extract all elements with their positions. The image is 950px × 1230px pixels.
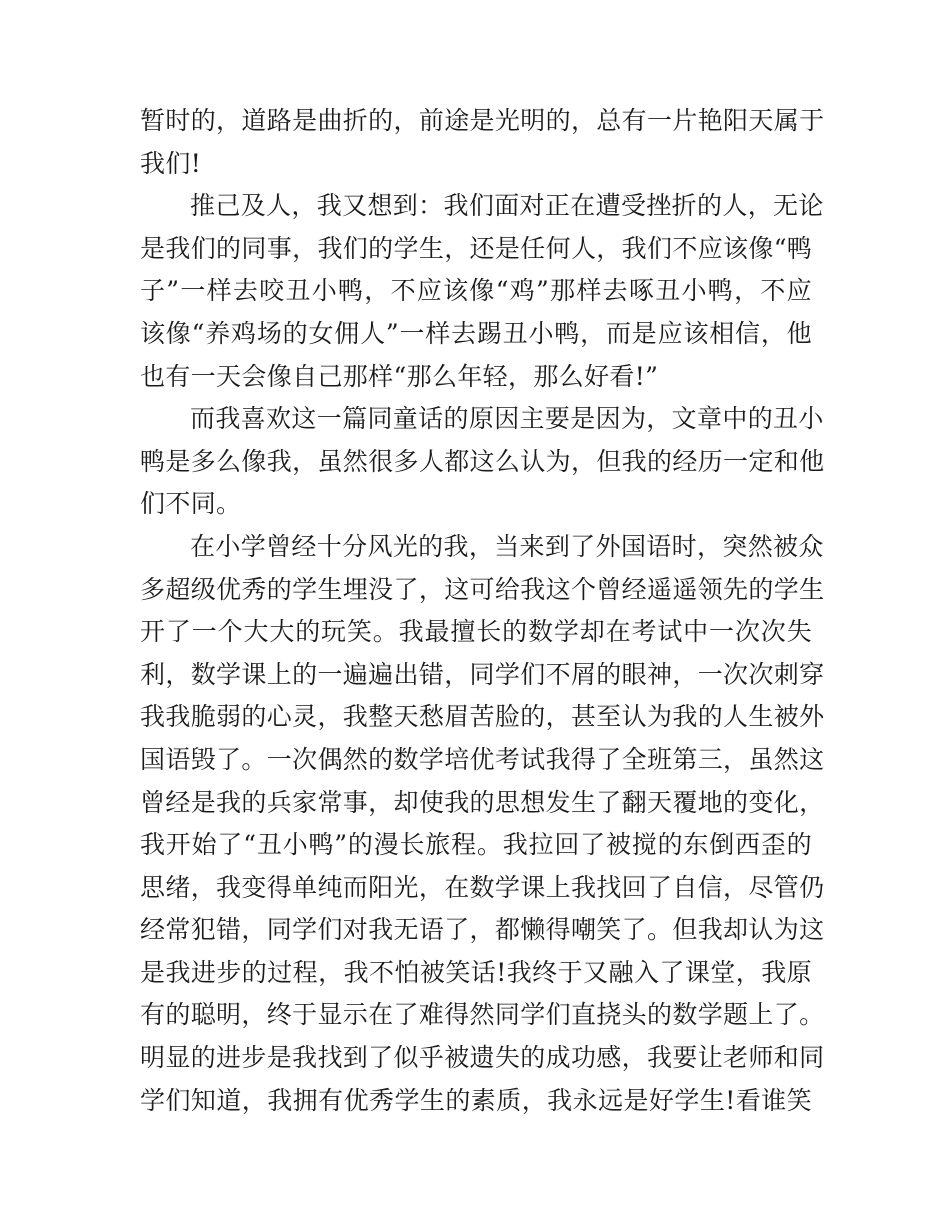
text-line: 曾经是我的兵家常事，却使我的思想发生了翻天覆地的变化， bbox=[140, 787, 825, 817]
text-line: 推己及人，我又想到：我们面对正在遭受挫折的人，无论 bbox=[190, 191, 824, 221]
text-line: 有的聪明，终于显示在了难得然同学们直挠头的数学题上了。 bbox=[140, 1000, 825, 1030]
text-line: 我开始了“丑小鸭”的漫长旅程。我拉回了被搅的东倒西歪的 bbox=[140, 830, 812, 860]
text-line: 思绪，我变得单纯而阳光，在数学课上我找回了自信，尽管仍 bbox=[140, 872, 825, 902]
document-body bbox=[140, 100, 825, 1122]
text-line: 开了一个大大的玩笑。我最擅长的数学却在考试中一次次失 bbox=[140, 617, 812, 647]
text-line: 在小学曾经十分风光的我，当来到了外国语时，突然被众 bbox=[190, 531, 824, 561]
paragraph bbox=[140, 100, 825, 185]
text-line: 学们知道，我拥有优秀学生的素质，我永远是好学生!看谁笑 bbox=[140, 1085, 812, 1115]
text-line: 子”一样去咬丑小鸭，不应该像“鸡”那样去啄丑小鸭，不应 bbox=[140, 276, 812, 306]
text-line: 经常犯错，同学们对我无语了，都懒得嘲笑了。但我却认为这 bbox=[140, 915, 825, 945]
text-line: 暂时的，道路是曲折的，前途是光明的，总有一片艳阳天属于 bbox=[140, 106, 825, 135]
paragraph bbox=[140, 526, 825, 1122]
text-line: 我们! bbox=[140, 148, 202, 178]
text-line: 多超级优秀的学生埋没了，这可给我这个曾经遥遥领先的学生 bbox=[140, 574, 825, 604]
text-line: 是我进步的过程，我不怕被笑话!我终于又融入了课堂，我原 bbox=[140, 957, 812, 987]
text-line: 利，数学课上的一遍遍出错，同学们不屑的眼神，一次次刺穿 bbox=[140, 659, 825, 689]
text-line: 鸭是多么像我，虽然很多人都这么认为，但我的经历一定和他 bbox=[140, 446, 825, 476]
text-line: 们不同。 bbox=[140, 489, 242, 519]
text-line: 我我脆弱的心灵，我整天愁眉苦脸的，甚至认为我的人生被外 bbox=[140, 702, 825, 732]
paragraph bbox=[140, 398, 825, 526]
text-line: 该像“养鸡场的女佣人”一样去踢丑小鸭，而是应该相信，他 bbox=[140, 318, 812, 348]
paragraph bbox=[140, 185, 824, 398]
text-line: 是我们的同事，我们的学生，还是任何人，我们不应该像“鸭 bbox=[140, 233, 813, 263]
text-line: 也有一天会像自己那样“那么年轻，那么好看!” bbox=[140, 361, 659, 391]
text-line: 国语毁了。一次偶然的数学培优考试我得了全班第三，虽然这 bbox=[140, 744, 825, 774]
text-line: 明显的进步是我找到了似乎被遗失的成功感，我要让老师和同 bbox=[140, 1043, 825, 1073]
text-line: 而我喜欢这一篇同童话的原因主要是因为，文章中的丑小 bbox=[190, 404, 824, 434]
